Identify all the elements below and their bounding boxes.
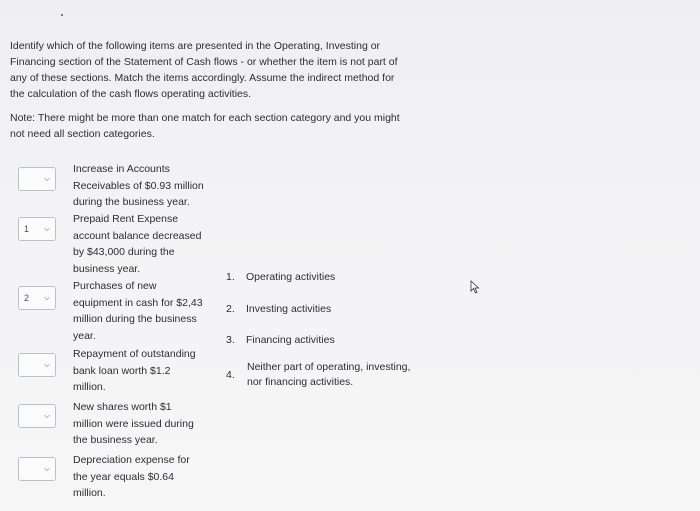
option-label: Investing activities xyxy=(246,303,332,315)
note-line: Note: There might be more than one match for each section category and you might xyxy=(10,112,400,124)
item-line: account balance decreased xyxy=(73,229,202,242)
item-description xyxy=(73,399,213,449)
item-description xyxy=(73,211,213,277)
chevron-down-icon: ⌵ xyxy=(44,293,50,302)
match-select-1[interactable] xyxy=(18,167,56,191)
item-description xyxy=(73,346,213,396)
option-label: Neither part of operating, investing, xyxy=(247,361,411,373)
item-line: during the business year. xyxy=(73,196,190,208)
option-2 xyxy=(226,302,331,317)
question-text xyxy=(10,38,430,102)
option-1 xyxy=(226,270,335,285)
note-text xyxy=(10,110,430,142)
chevron-down-icon: ⌵ xyxy=(44,174,50,183)
chevron-down-icon: ⌵ xyxy=(44,411,50,420)
selected-value: 1 xyxy=(24,224,30,234)
item-line: year. xyxy=(73,329,96,342)
option-4 xyxy=(226,360,456,390)
item-line: New shares worth $1 xyxy=(73,401,172,413)
option-number: 4. xyxy=(226,369,235,381)
option-label: Financing activities xyxy=(246,334,335,346)
item-line: by $43,000 during the xyxy=(73,246,175,258)
item-description xyxy=(73,452,213,502)
question-line: Financing section of the Statement of Cash flows - or whether the item is not part of xyxy=(10,56,398,68)
item-line: Purchases of new xyxy=(73,280,157,292)
match-select-5[interactable] xyxy=(18,404,56,428)
item-line: Prepaid Rent Expense xyxy=(73,213,179,225)
selected-value: 2 xyxy=(24,293,30,303)
item-line: million were issued during xyxy=(73,417,194,430)
match-select-6[interactable] xyxy=(18,457,56,481)
option-number: 2. xyxy=(226,303,235,315)
item-line: Repayment of outstanding xyxy=(73,348,196,360)
item-line: bank loan worth $1.2 xyxy=(73,364,171,377)
item-description xyxy=(73,161,213,211)
item-description xyxy=(73,278,213,344)
item-line: Receivables of $0.93 million xyxy=(73,179,204,192)
item-line: business year. xyxy=(73,262,141,275)
item-line: Increase in Accounts xyxy=(73,163,170,175)
option-number: 3. xyxy=(226,334,235,346)
chevron-down-icon: ⌵ xyxy=(44,464,50,473)
item-line: million. xyxy=(73,381,106,393)
item-line: million. xyxy=(73,487,106,499)
option-3 xyxy=(226,333,335,348)
option-label: nor financing activities. xyxy=(247,376,354,388)
chevron-down-icon: ⌵ xyxy=(44,360,50,369)
screen-speck xyxy=(61,14,63,16)
question-line: Identify which of the following items are presented in the Operating, Investing or xyxy=(10,40,381,52)
option-label: Operating activities xyxy=(246,271,336,283)
question-line: any of these sections. Match the items accordingly. Assume the indirect method for xyxy=(10,72,395,84)
item-line: equipment in cash for $2,43 xyxy=(73,296,203,309)
option-number: 1. xyxy=(226,271,235,283)
chevron-down-icon: ⌵ xyxy=(44,224,50,233)
match-select-2[interactable] xyxy=(18,217,56,241)
note-line: not need all section categories. xyxy=(10,128,155,140)
item-line: million during the business xyxy=(73,313,197,325)
item-line: the business year. xyxy=(73,434,158,446)
match-select-4[interactable] xyxy=(18,353,56,377)
item-line: Depreciation expense for xyxy=(73,454,190,466)
mouse-pointer-icon xyxy=(470,280,482,294)
question-line: the calculation of the cash flows operating activities. xyxy=(10,88,252,100)
match-select-3[interactable] xyxy=(18,286,56,310)
item-line: the year equals $0.64 xyxy=(73,470,174,483)
